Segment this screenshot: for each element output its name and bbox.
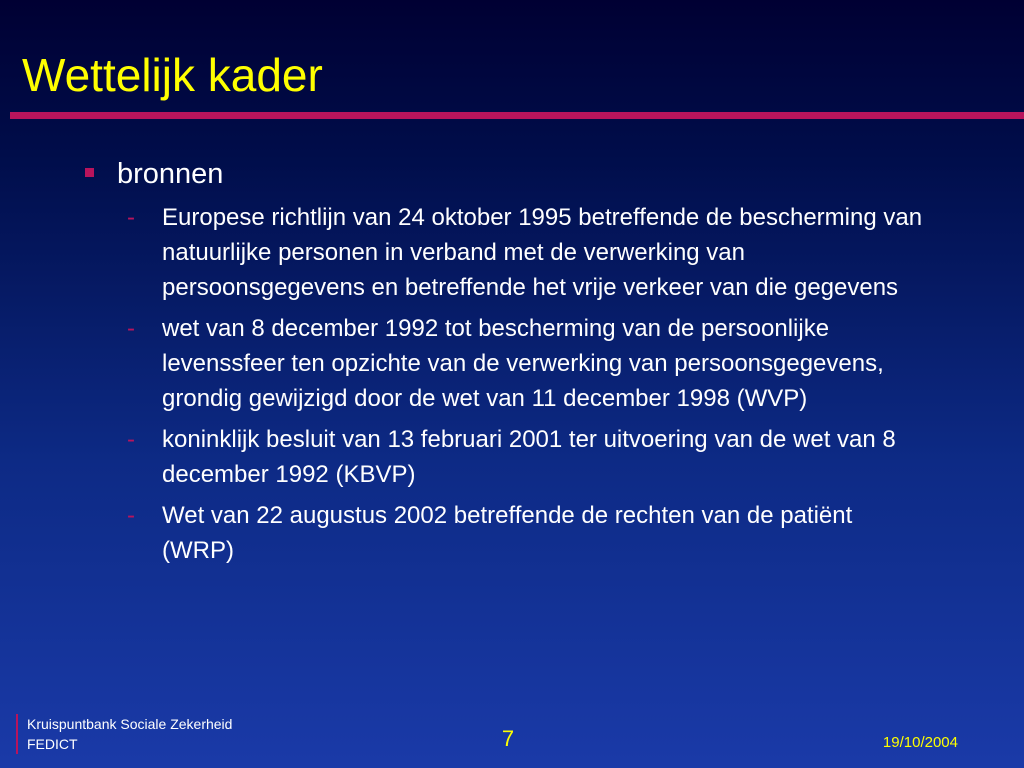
sub-bullet-item (127, 200, 927, 305)
sub-bullet-text: wet van 8 december 1992 tot bescherming van de persoonlijke levenssfeer ten opzichte van de verwerking van persoonsgegevens, grondig gewijzigd door de wet van 11 december 1998 (WVP) (162, 315, 884, 412)
sub-bullet-text: koninklijk besluit van 13 februari 2001 ter uitvoering van de wet van 8 december 1992 (KBVP) (162, 426, 896, 488)
bullet-label: bronnen (117, 158, 224, 190)
sub-bullet-text: Europese richtlijn van 24 oktober 1995 betreffende de bescherming van natuurlijke personen in verband met de verwerking van persoonsgegevens en betreffende het vrije verkeer van die gegevens (162, 204, 923, 301)
dash-bullet-icon: - (127, 204, 135, 231)
sub-bullet-item (127, 498, 927, 568)
dash-bullet-icon: - (127, 502, 135, 529)
footer-org-name: Kruispuntbank Sociale Zekerheid (27, 716, 233, 732)
dash-bullet-icon: - (127, 315, 135, 342)
footer-organization (27, 714, 232, 754)
sub-bullet-list (127, 200, 927, 574)
slide-title: Wettelijk kader (22, 49, 323, 101)
slide-page-number: 7 (501, 726, 515, 751)
sub-bullet-item (127, 311, 927, 416)
footer-date: 19/10/2004 (882, 734, 958, 751)
square-bullet-icon (85, 168, 94, 177)
footer-accent-bar (16, 714, 18, 754)
dash-bullet-icon: - (127, 426, 135, 453)
footer-org-subname: FEDICT (27, 736, 78, 752)
title-underline-divider (10, 112, 1024, 119)
sub-bullet-item (127, 422, 927, 492)
sub-bullet-text: Wet van 22 augustus 2002 betreffende de rechten van de patiënt (WRP) (162, 502, 853, 564)
